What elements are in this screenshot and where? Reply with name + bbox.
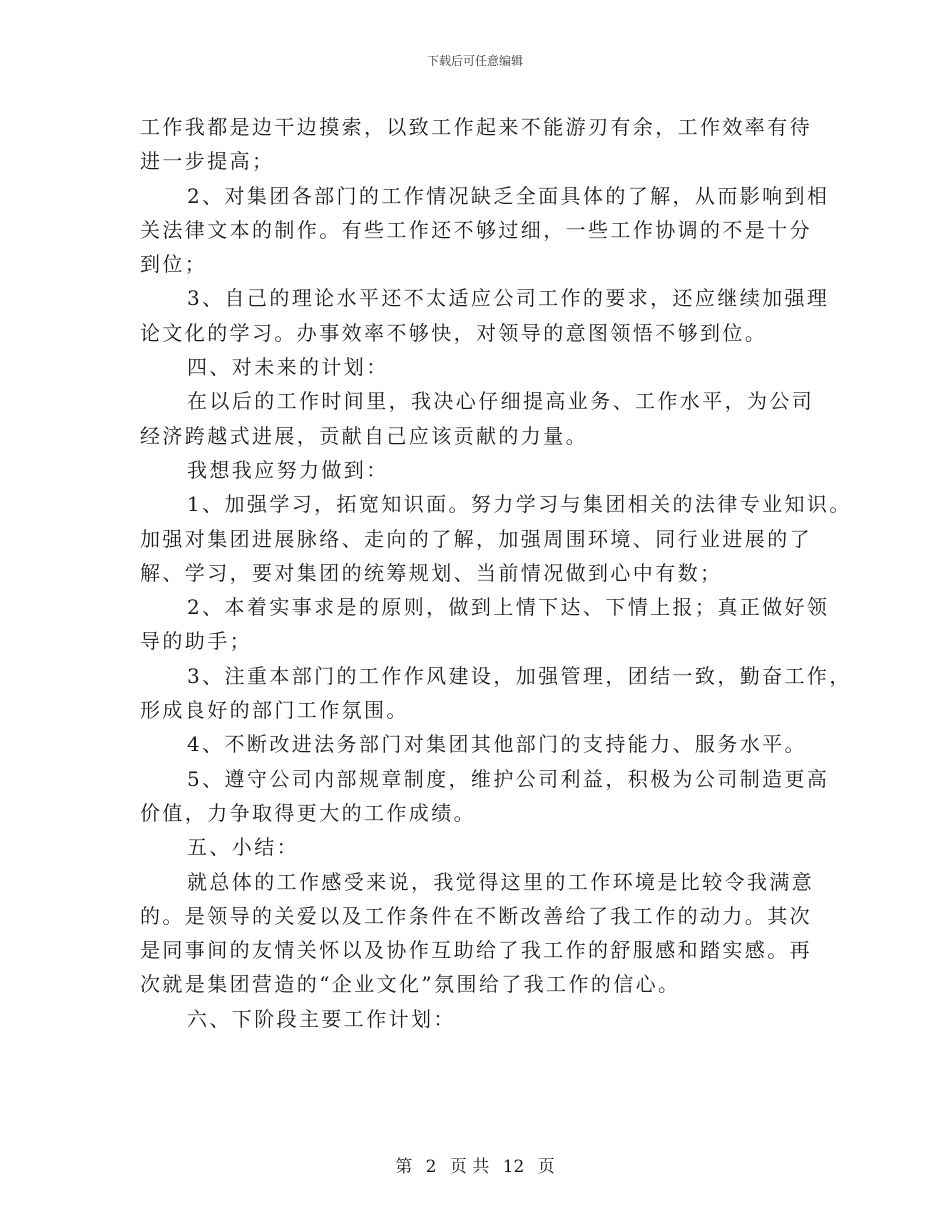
text-line: 次就是集团营造的“企业文化”氛围给了我工作的信心。 — [140, 972, 681, 997]
text-line: 1、加强学习，拓宽知识面。努力学习与集团相关的法律专业知识。 — [187, 492, 852, 517]
footer-prefix: 第 — [395, 1157, 413, 1177]
text-line: 进一步提高； — [140, 149, 275, 174]
document-body — [140, 110, 852, 1036]
footer-middle: 页 共 — [449, 1157, 490, 1177]
footer-total-pages: 12 — [502, 1157, 525, 1177]
text-line: 论文化的学习。办事效率不够快，对领导的意图领悟不够到位。 — [140, 320, 768, 345]
page-footer — [0, 1152, 950, 1177]
text-line: 导的助手； — [140, 629, 252, 654]
footer-suffix: 页 — [537, 1157, 555, 1177]
text-line: 解、学习，要对集团的统筹规划、当前情况做到心中有数； — [140, 560, 723, 585]
text-line: 在以后的工作时间里，我决心仔细提高业务、工作水平，为公司 — [187, 389, 815, 414]
text-line: 形成良好的部门工作氛围。 — [140, 698, 409, 723]
text-line: 经济跨越式进展，贡献自己应该贡献的力量。 — [140, 423, 588, 448]
text-line: 关法律文本的制作。有些工作还不够过细，一些工作协调的不是十分 — [140, 217, 812, 242]
text-line: 价值，力争取得更大的工作成绩。 — [140, 800, 476, 825]
footer-page-number: 2 — [425, 1157, 437, 1177]
text-line: 3、自己的理论水平还不太适应公司工作的要求，还应继续加强理 — [187, 286, 830, 311]
text-line: 是同事间的友情关怀以及协作互助给了我工作的舒服感和踏实感。再 — [140, 938, 812, 963]
text-line: 工作我都是边干边摸索，以致工作起来不能游刃有余，工作效率有待 — [140, 115, 812, 139]
text-line: 六、下阶段主要工作计划： — [187, 1006, 456, 1031]
header-note: 下载后可任意编辑 — [426, 54, 523, 68]
text-line: 到位； — [140, 252, 208, 277]
text-line: 五、小结： — [187, 835, 299, 860]
text-line: 就总体的工作感受来说，我觉得这里的工作环境是比较令我满意 — [187, 869, 815, 894]
text-line: 我想我应努力做到： — [187, 457, 389, 482]
text-line: 四、对未来的计划： — [187, 355, 389, 380]
text-line: 2、对集团各部门的工作情况缺乏全面具体的了解，从而影响到相 — [187, 183, 830, 208]
text-line: 3、注重本部门的工作作风建设，加强管理，团结一致，勤奋工作， — [187, 663, 852, 688]
text-line: 4、不断改进法务部门对集团其他部门的支持能力、服务水平。 — [187, 732, 807, 757]
text-line: 2、本着实事求是的原则，做到上情下达、下情上报；真正做好领 — [187, 595, 830, 620]
text-line: 5、遵守公司内部规章制度，维护公司利益，积极为公司制造更高 — [187, 766, 830, 791]
text-line: 的。是领导的关爱以及工作条件在不断改善给了我工作的动力。其次 — [140, 903, 812, 928]
text-line: 加强对集团进展脉络、走向的了解，加强周围环境、同行业进展的了 — [140, 526, 812, 551]
